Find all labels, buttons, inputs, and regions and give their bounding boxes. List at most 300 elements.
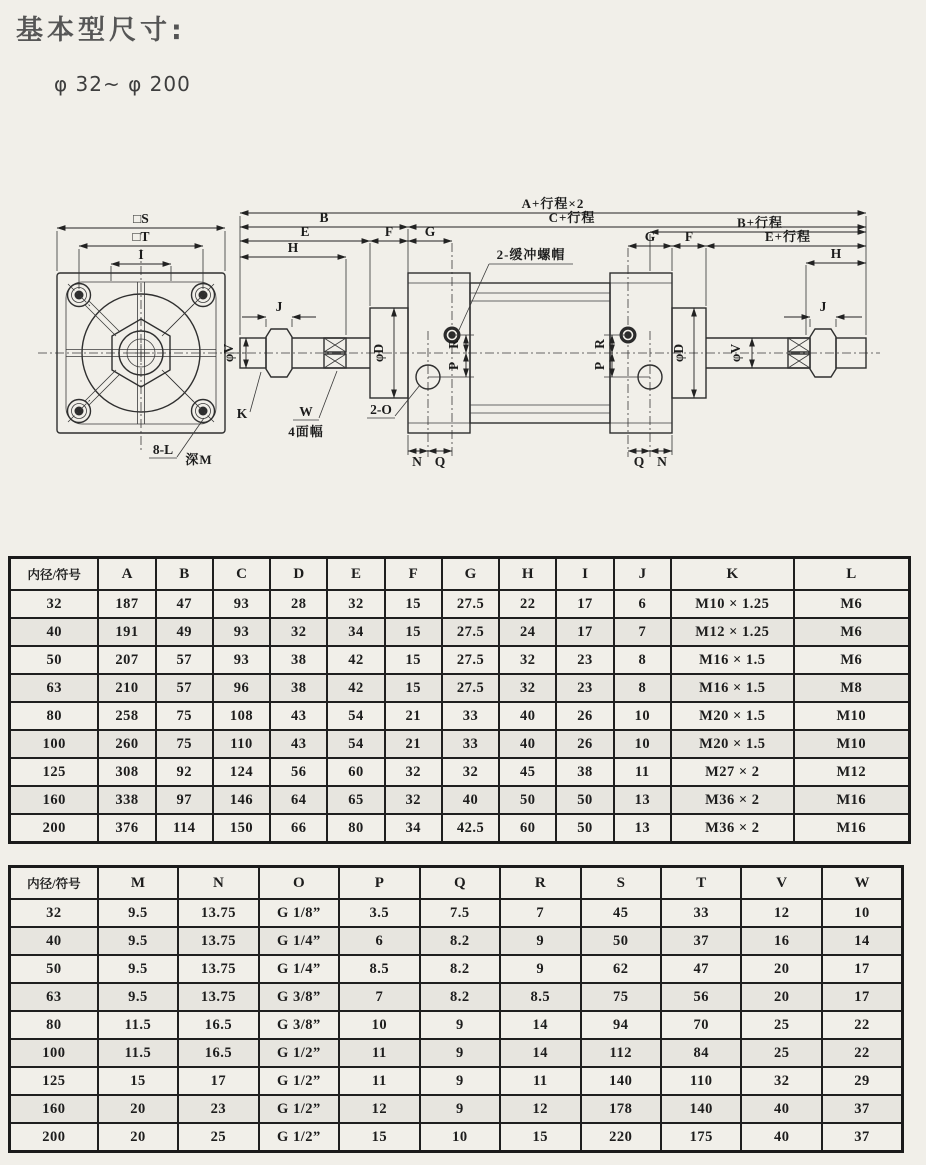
table-cell: 32 <box>442 758 499 786</box>
table-cell: 160 <box>10 1095 98 1123</box>
table-cell: 57 <box>156 674 213 702</box>
table-cell: 66 <box>270 814 327 843</box>
table-cell: 27.5 <box>442 674 499 702</box>
table-cell: 37 <box>822 1095 903 1123</box>
table-cell: 17 <box>822 983 903 1011</box>
table-row <box>10 590 910 618</box>
table-cell: 75 <box>156 702 213 730</box>
table-cell: 25 <box>741 1039 821 1067</box>
table-cell: G 1/8” <box>259 899 339 927</box>
table-cell: G 1/2” <box>259 1067 339 1095</box>
table-cell: 11.5 <box>98 1011 178 1039</box>
table-cell: M27 × 2 <box>671 758 794 786</box>
table-cell: 175 <box>661 1123 741 1152</box>
table-cell: 40 <box>10 618 99 646</box>
table-cell: M36 × 2 <box>671 814 794 843</box>
table-cell: M12 × 1.25 <box>671 618 794 646</box>
table-cell: 32 <box>385 758 442 786</box>
column-header: A <box>98 558 155 591</box>
table-cell: 54 <box>327 702 384 730</box>
column-header: E <box>327 558 384 591</box>
table-cell: 50 <box>10 955 98 983</box>
table-cell: 191 <box>98 618 155 646</box>
table-cell: 56 <box>661 983 741 1011</box>
table-cell: 15 <box>385 674 442 702</box>
table-cell: 62 <box>581 955 661 983</box>
table-cell: 150 <box>213 814 270 843</box>
dim-label-p: P <box>592 361 607 371</box>
table-cell: 56 <box>270 758 327 786</box>
table-cell: M8 <box>794 674 910 702</box>
table-cell: 93 <box>213 646 270 674</box>
cushion-nut-label: 2-缓冲螺帽 <box>496 247 566 262</box>
table-row <box>10 730 910 758</box>
dim-label-n: N <box>412 454 422 469</box>
table-cell: 11 <box>339 1067 419 1095</box>
column-header: W <box>822 867 903 900</box>
table-cell: 12 <box>500 1095 580 1123</box>
column-header: 内径/符号 <box>10 867 98 900</box>
table-cell: 13.75 <box>178 955 258 983</box>
table-cell: 34 <box>385 814 442 843</box>
dim-label-g: G <box>424 224 436 239</box>
table-cell: 84 <box>661 1039 741 1067</box>
table-cell: 160 <box>10 786 99 814</box>
table-cell: 11 <box>339 1039 419 1067</box>
table-cell: 11 <box>500 1067 580 1095</box>
table-cell: 7 <box>500 899 580 927</box>
table-cell: 13.75 <box>178 927 258 955</box>
table-cell: 40 <box>499 702 556 730</box>
table-cell: 140 <box>581 1067 661 1095</box>
technical-drawing <box>0 185 926 490</box>
table-cell: 15 <box>385 618 442 646</box>
table-cell: G 1/2” <box>259 1039 339 1067</box>
table-cell: 13.75 <box>178 983 258 1011</box>
table-cell: 210 <box>98 674 155 702</box>
table-cell: 12 <box>339 1095 419 1123</box>
basic-dimensions-table-m-w <box>8 865 904 1153</box>
column-header: V <box>741 867 821 900</box>
table-cell: M6 <box>794 618 910 646</box>
table-row <box>10 618 910 646</box>
table-cell: 125 <box>10 758 99 786</box>
column-header: K <box>671 558 794 591</box>
dim-label-s: □S <box>133 211 149 226</box>
table-cell: 258 <box>98 702 155 730</box>
table-cell: 178 <box>581 1095 661 1123</box>
table-cell: 27.5 <box>442 646 499 674</box>
table-row <box>10 927 903 955</box>
table-cell: 9.5 <box>98 899 178 927</box>
table-cell: 220 <box>581 1123 661 1152</box>
table-cell: 110 <box>213 730 270 758</box>
table-cell: 13 <box>614 814 671 843</box>
table-row <box>10 1011 903 1039</box>
table-cell: 40 <box>741 1123 821 1152</box>
table-cell: 20 <box>741 955 821 983</box>
table-cell: 20 <box>98 1095 178 1123</box>
table-cell: 23 <box>556 646 613 674</box>
table-cell: 80 <box>10 1011 98 1039</box>
table-row <box>10 1067 903 1095</box>
dim-label-phi-d: φD <box>371 343 386 363</box>
table-cell: G 3/8” <box>259 983 339 1011</box>
dim-label-phi-v: φV <box>728 343 743 363</box>
dim-label-n: N <box>657 454 667 469</box>
table-cell: 9.5 <box>98 983 178 1011</box>
table-cell: 100 <box>10 1039 98 1067</box>
table-cell: 9 <box>420 1095 500 1123</box>
table-cell: 187 <box>98 590 155 618</box>
table-row <box>10 983 903 1011</box>
table-cell: M6 <box>794 590 910 618</box>
table-cell: 38 <box>270 674 327 702</box>
dim-label-r: R <box>592 339 607 349</box>
table-cell: 11 <box>614 758 671 786</box>
dim-label-r: R <box>446 339 461 349</box>
table-row <box>10 1095 903 1123</box>
table-cell: 50 <box>10 646 99 674</box>
table-cell: 200 <box>10 1123 98 1152</box>
table-cell: 7 <box>339 983 419 1011</box>
table-cell: G 1/4” <box>259 955 339 983</box>
table-cell: 15 <box>339 1123 419 1152</box>
table-cell: M10 × 1.25 <box>671 590 794 618</box>
table-cell: 22 <box>499 590 556 618</box>
table-cell: 50 <box>499 786 556 814</box>
table-cell: G 1/4” <box>259 927 339 955</box>
dim-label-i: I <box>138 247 144 262</box>
table-cell: 338 <box>98 786 155 814</box>
column-header: N <box>178 867 258 900</box>
table-cell: 15 <box>500 1123 580 1152</box>
dim-label-f: F <box>384 224 394 239</box>
bolt-holes-label: 8-L <box>152 442 174 457</box>
table-row <box>10 674 910 702</box>
table-cell: 20 <box>98 1123 178 1152</box>
table-cell: 8.5 <box>339 955 419 983</box>
table-cell: 32 <box>499 646 556 674</box>
table-cell: 17 <box>178 1067 258 1095</box>
table-cell: 10 <box>822 899 903 927</box>
table-cell: 49 <box>156 618 213 646</box>
table-cell: M20 × 1.5 <box>671 702 794 730</box>
table-cell: 34 <box>327 618 384 646</box>
table-cell: 80 <box>327 814 384 843</box>
table-cell: 60 <box>499 814 556 843</box>
table-cell: 8 <box>614 646 671 674</box>
table-cell: M16 <box>794 786 910 814</box>
table-cell: 92 <box>156 758 213 786</box>
dim-label-j: J <box>275 299 283 314</box>
table-cell: M10 <box>794 702 910 730</box>
table-cell: 9 <box>500 927 580 955</box>
table-cell: 32 <box>10 590 99 618</box>
dim-label-c-stroke: C+行程 <box>548 210 596 225</box>
ports-label: 2-O <box>370 402 392 417</box>
table-cell: 60 <box>327 758 384 786</box>
bolt-holes-depth-label: 深M <box>185 452 213 467</box>
table-row <box>10 1123 903 1152</box>
table-row <box>10 786 910 814</box>
table-cell: 308 <box>98 758 155 786</box>
table-cell: 17 <box>822 955 903 983</box>
table-cell: 10 <box>614 730 671 758</box>
table-cell: 33 <box>442 702 499 730</box>
column-header: P <box>339 867 419 900</box>
table-cell: 140 <box>661 1095 741 1123</box>
table-cell: 9 <box>420 1039 500 1067</box>
dim-label-phi-d: φD <box>671 343 686 363</box>
table-cell: 25 <box>178 1123 258 1152</box>
table-cell: M16 × 1.5 <box>671 646 794 674</box>
table-cell: 23 <box>178 1095 258 1123</box>
table-cell: 21 <box>385 730 442 758</box>
table-cell: 17 <box>556 618 613 646</box>
table-cell: 6 <box>614 590 671 618</box>
table-cell: 63 <box>10 674 99 702</box>
table-cell: 75 <box>156 730 213 758</box>
column-header: S <box>581 867 661 900</box>
table-cell: 42.5 <box>442 814 499 843</box>
table-cell: 27.5 <box>442 590 499 618</box>
table-cell: 45 <box>581 899 661 927</box>
dim-label-t: □T <box>132 229 150 244</box>
table-cell: 112 <box>581 1039 661 1067</box>
table-cell: 3.5 <box>339 899 419 927</box>
table-cell: 17 <box>556 590 613 618</box>
table-cell: 65 <box>327 786 384 814</box>
table-row <box>10 899 903 927</box>
table-cell: 146 <box>213 786 270 814</box>
column-header: L <box>794 558 910 591</box>
table-cell: 80 <box>10 702 99 730</box>
table-row <box>10 1039 903 1067</box>
table-cell: 110 <box>661 1067 741 1095</box>
dim-label-p: P <box>446 361 461 371</box>
table-cell: 9 <box>420 1067 500 1095</box>
dim-label-phi-v: φV <box>221 343 236 363</box>
table-cell: 22 <box>822 1011 903 1039</box>
table-cell: M20 × 1.5 <box>671 730 794 758</box>
table-cell: 57 <box>156 646 213 674</box>
table-cell: M6 <box>794 646 910 674</box>
column-header: F <box>385 558 442 591</box>
table-cell: 25 <box>741 1011 821 1039</box>
table-cell: 11.5 <box>98 1039 178 1067</box>
table-cell: 94 <box>581 1011 661 1039</box>
table-cell: 200 <box>10 814 99 843</box>
table-cell: 23 <box>556 674 613 702</box>
column-header: T <box>661 867 741 900</box>
dim-label-e-stroke: E+行程 <box>764 229 812 244</box>
dim-label-f: F <box>684 229 694 244</box>
table-cell: 10 <box>339 1011 419 1039</box>
table-cell: 7 <box>614 618 671 646</box>
table-cell: 14 <box>500 1039 580 1067</box>
table-cell: G 3/8” <box>259 1011 339 1039</box>
table-cell: 37 <box>822 1123 903 1152</box>
table-cell: 47 <box>156 590 213 618</box>
column-header: O <box>259 867 339 900</box>
rod-thread-label-k: K <box>236 406 248 421</box>
column-header: Q <box>420 867 500 900</box>
table-cell: 22 <box>822 1039 903 1067</box>
table-cell: 40 <box>10 927 98 955</box>
column-header: I <box>556 558 613 591</box>
column-header: G <box>442 558 499 591</box>
dim-label-e: E <box>300 224 310 239</box>
column-header: M <box>98 867 178 900</box>
table-row <box>10 814 910 843</box>
table-cell: 125 <box>10 1067 98 1095</box>
dim-label-b: B <box>319 210 329 225</box>
table-cell: 32 <box>385 786 442 814</box>
table-cell: 43 <box>270 702 327 730</box>
table-cell: 9.5 <box>98 927 178 955</box>
table-cell: M16 <box>794 814 910 843</box>
basic-dimensions-table-a-l <box>8 556 911 844</box>
table-cell: 32 <box>499 674 556 702</box>
table-cell: M12 <box>794 758 910 786</box>
table-cell: 9 <box>500 955 580 983</box>
column-header: 内径/符号 <box>10 558 99 591</box>
column-header: D <box>270 558 327 591</box>
table-cell: 108 <box>213 702 270 730</box>
dim-label-h: H <box>287 240 299 255</box>
bore-range-subtitle: φ 32~ φ 200 <box>54 72 191 96</box>
table-cell: 260 <box>98 730 155 758</box>
front-view-drawing <box>38 211 246 467</box>
column-header: H <box>499 558 556 591</box>
table-cell: 6 <box>339 927 419 955</box>
table-cell: 100 <box>10 730 99 758</box>
dim-label-q: Q <box>633 454 645 469</box>
table-cell: 32 <box>270 618 327 646</box>
table-cell: 114 <box>156 814 213 843</box>
table-cell: 28 <box>270 590 327 618</box>
table-cell: 45 <box>499 758 556 786</box>
table-cell: 14 <box>822 927 903 955</box>
table-cell: G 1/2” <box>259 1123 339 1152</box>
dim-label-b-stroke: B+行程 <box>736 215 784 230</box>
table-cell: 13 <box>614 786 671 814</box>
dim-label-q: Q <box>434 454 446 469</box>
dim-label-j: J <box>819 299 827 314</box>
wrench-flat-note: 4面幅 <box>288 424 324 439</box>
table-cell: 14 <box>500 1011 580 1039</box>
table-cell: 20 <box>741 983 821 1011</box>
table-cell: 33 <box>661 899 741 927</box>
table-cell: 26 <box>556 702 613 730</box>
table-cell: M16 × 1.5 <box>671 674 794 702</box>
table-cell: 50 <box>556 786 613 814</box>
table-row <box>10 646 910 674</box>
table-cell: M10 <box>794 730 910 758</box>
table-cell: 8.2 <box>420 983 500 1011</box>
table-cell: 32 <box>327 590 384 618</box>
table-cell: 54 <box>327 730 384 758</box>
table-cell: 16.5 <box>178 1039 258 1067</box>
table-cell: 47 <box>661 955 741 983</box>
table-cell: 207 <box>98 646 155 674</box>
table-cell: 42 <box>327 674 384 702</box>
table-cell: 16.5 <box>178 1011 258 1039</box>
column-header: B <box>156 558 213 591</box>
dim-label-a-stroke: A+行程×2 <box>521 196 585 211</box>
table-cell: 64 <box>270 786 327 814</box>
table-row <box>10 702 910 730</box>
table-cell: 42 <box>327 646 384 674</box>
table-cell: 93 <box>213 618 270 646</box>
table-cell: 50 <box>581 927 661 955</box>
dim-label-g: G <box>644 229 656 244</box>
table-row <box>10 955 903 983</box>
page-title: 基本型尺寸: <box>16 15 186 46</box>
column-header: R <box>500 867 580 900</box>
table-cell: 63 <box>10 983 98 1011</box>
table-cell: M36 × 2 <box>671 786 794 814</box>
table-cell: 50 <box>556 814 613 843</box>
table-cell: G 1/2” <box>259 1095 339 1123</box>
column-header: C <box>213 558 270 591</box>
table-cell: 15 <box>385 590 442 618</box>
table-cell: 38 <box>270 646 327 674</box>
table-cell: 8.2 <box>420 927 500 955</box>
column-header: J <box>614 558 671 591</box>
side-view-drawing <box>221 196 880 469</box>
table-cell: 24 <box>499 618 556 646</box>
table-cell: 96 <box>213 674 270 702</box>
dim-label-h: H <box>830 246 842 261</box>
table-cell: 376 <box>98 814 155 843</box>
table-cell: 70 <box>661 1011 741 1039</box>
table-cell: 8.5 <box>500 983 580 1011</box>
table-cell: 37 <box>661 927 741 955</box>
table-cell: 16 <box>741 927 821 955</box>
table-cell: 8 <box>614 674 671 702</box>
table-cell: 21 <box>385 702 442 730</box>
table-cell: 43 <box>270 730 327 758</box>
table-cell: 38 <box>556 758 613 786</box>
table-cell: 13.75 <box>178 899 258 927</box>
table-cell: 32 <box>741 1067 821 1095</box>
table-cell: 75 <box>581 983 661 1011</box>
table-cell: 124 <box>213 758 270 786</box>
table-cell: 27.5 <box>442 618 499 646</box>
table-cell: 8.2 <box>420 955 500 983</box>
table-cell: 40 <box>741 1095 821 1123</box>
table-cell: 15 <box>98 1067 178 1095</box>
table-cell: 29 <box>822 1067 903 1095</box>
table-cell: 40 <box>442 786 499 814</box>
table-cell: 12 <box>741 899 821 927</box>
table-cell: 10 <box>420 1123 500 1152</box>
table-cell: 93 <box>213 590 270 618</box>
table-cell: 32 <box>10 899 98 927</box>
table-row <box>10 758 910 786</box>
table-cell: 33 <box>442 730 499 758</box>
table-cell: 26 <box>556 730 613 758</box>
table-cell: 9.5 <box>98 955 178 983</box>
table-cell: 40 <box>499 730 556 758</box>
table-cell: 9 <box>420 1011 500 1039</box>
table-cell: 15 <box>385 646 442 674</box>
table-cell: 7.5 <box>420 899 500 927</box>
table-cell: 10 <box>614 702 671 730</box>
wrench-flat-label-w: W <box>299 404 313 419</box>
